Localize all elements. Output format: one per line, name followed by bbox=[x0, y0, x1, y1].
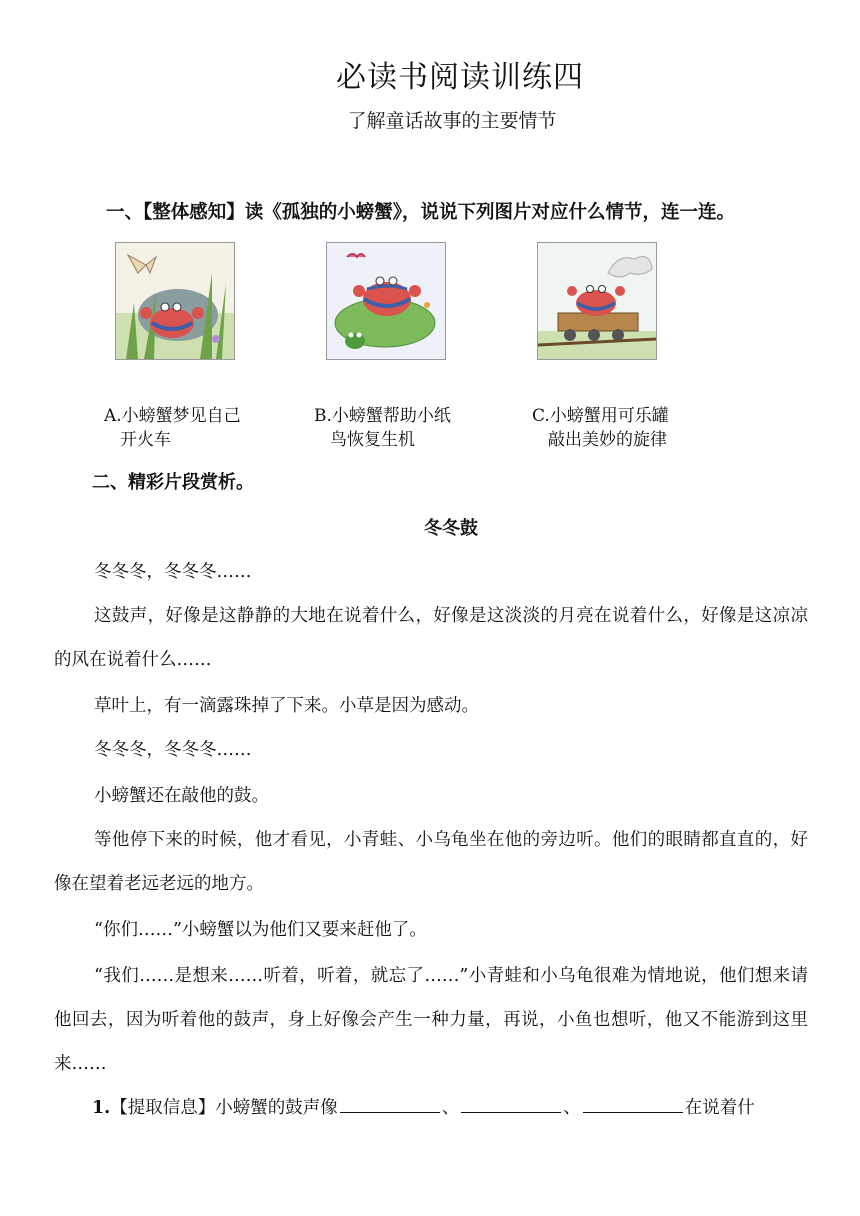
option-b-line1: B.小螃蟹帮助小纸 bbox=[314, 406, 451, 426]
option-b bbox=[314, 404, 451, 452]
option-c-line1: C.小螃蟹用可乐罐 bbox=[532, 406, 669, 426]
paragraph: 这鼓声，好像是这静静的大地在说着什么，好像是这淡淡的月亮在说着什么，好像是这凉凉的风在说着什么…… bbox=[54, 606, 808, 670]
section1-instruction: 一、【整体感知】读《孤独的小螃蟹》，说说下列图片对应什么情节，连一连。 bbox=[106, 202, 736, 223]
page-subtitle: 了解童话故事的主要情节 bbox=[347, 110, 557, 132]
paragraph: 冬冬冬，冬冬冬…… bbox=[94, 562, 252, 582]
question-1 bbox=[92, 1094, 755, 1119]
answer-blank-3[interactable] bbox=[583, 1094, 683, 1113]
separator: 、 bbox=[441, 1098, 460, 1118]
option-c bbox=[532, 404, 669, 452]
question-1-text: 【提取信息】小螃蟹的鼓声像 bbox=[110, 1098, 338, 1118]
crab-driving-train-image bbox=[537, 242, 657, 360]
separator: 、 bbox=[563, 1098, 581, 1118]
paragraph: “你们……”小螃蟹以为他们又要来赶他了。 bbox=[94, 920, 427, 940]
question-1-tail: 在说着什 bbox=[684, 1098, 755, 1118]
option-c-line2: 敲出美妙的旋律 bbox=[548, 430, 667, 450]
passage-title: 冬冬鼓 bbox=[424, 518, 478, 539]
option-a bbox=[104, 404, 241, 452]
answer-blank-1[interactable] bbox=[340, 1094, 440, 1113]
section2-heading: 二、精彩片段赏析。 bbox=[92, 472, 254, 493]
answer-blank-2[interactable] bbox=[461, 1094, 561, 1113]
page-title: 必读书阅读训练四 bbox=[336, 60, 584, 95]
option-a-line2: 开火车 bbox=[120, 430, 171, 450]
option-b-line2: 鸟恢复生机 bbox=[330, 430, 415, 450]
crab-with-paper-crane-image bbox=[115, 242, 235, 360]
option-a-line1: A.小螃蟹梦见自己 bbox=[104, 406, 241, 426]
crab-on-lily-pad-with-frog-image bbox=[326, 242, 446, 360]
paragraph: 草叶上，有一滴露珠掉了下来。小草是因为感动。 bbox=[94, 696, 479, 716]
paragraph: 小螃蟹还在敲他的鼓。 bbox=[94, 786, 269, 806]
paragraph: “我们……是想来……听着，听着，就忘了……”小青蛙和小乌龟很难为情地说，他们想来请他回去，因为听着他的鼓声，身上好像会产生一种力量，再说，小鱼也想听，他又不能游到这里来…… bbox=[54, 966, 808, 1074]
question-1-number: 1. bbox=[92, 1098, 111, 1118]
paragraph: 冬冬冬，冬冬冬…… bbox=[94, 740, 252, 760]
paragraph: 等他停下来的时候，他才看见，小青蛙、小乌龟坐在他的旁边听。他们的眼睛都直直的，好像在望着老远老远的地方。 bbox=[54, 830, 808, 894]
